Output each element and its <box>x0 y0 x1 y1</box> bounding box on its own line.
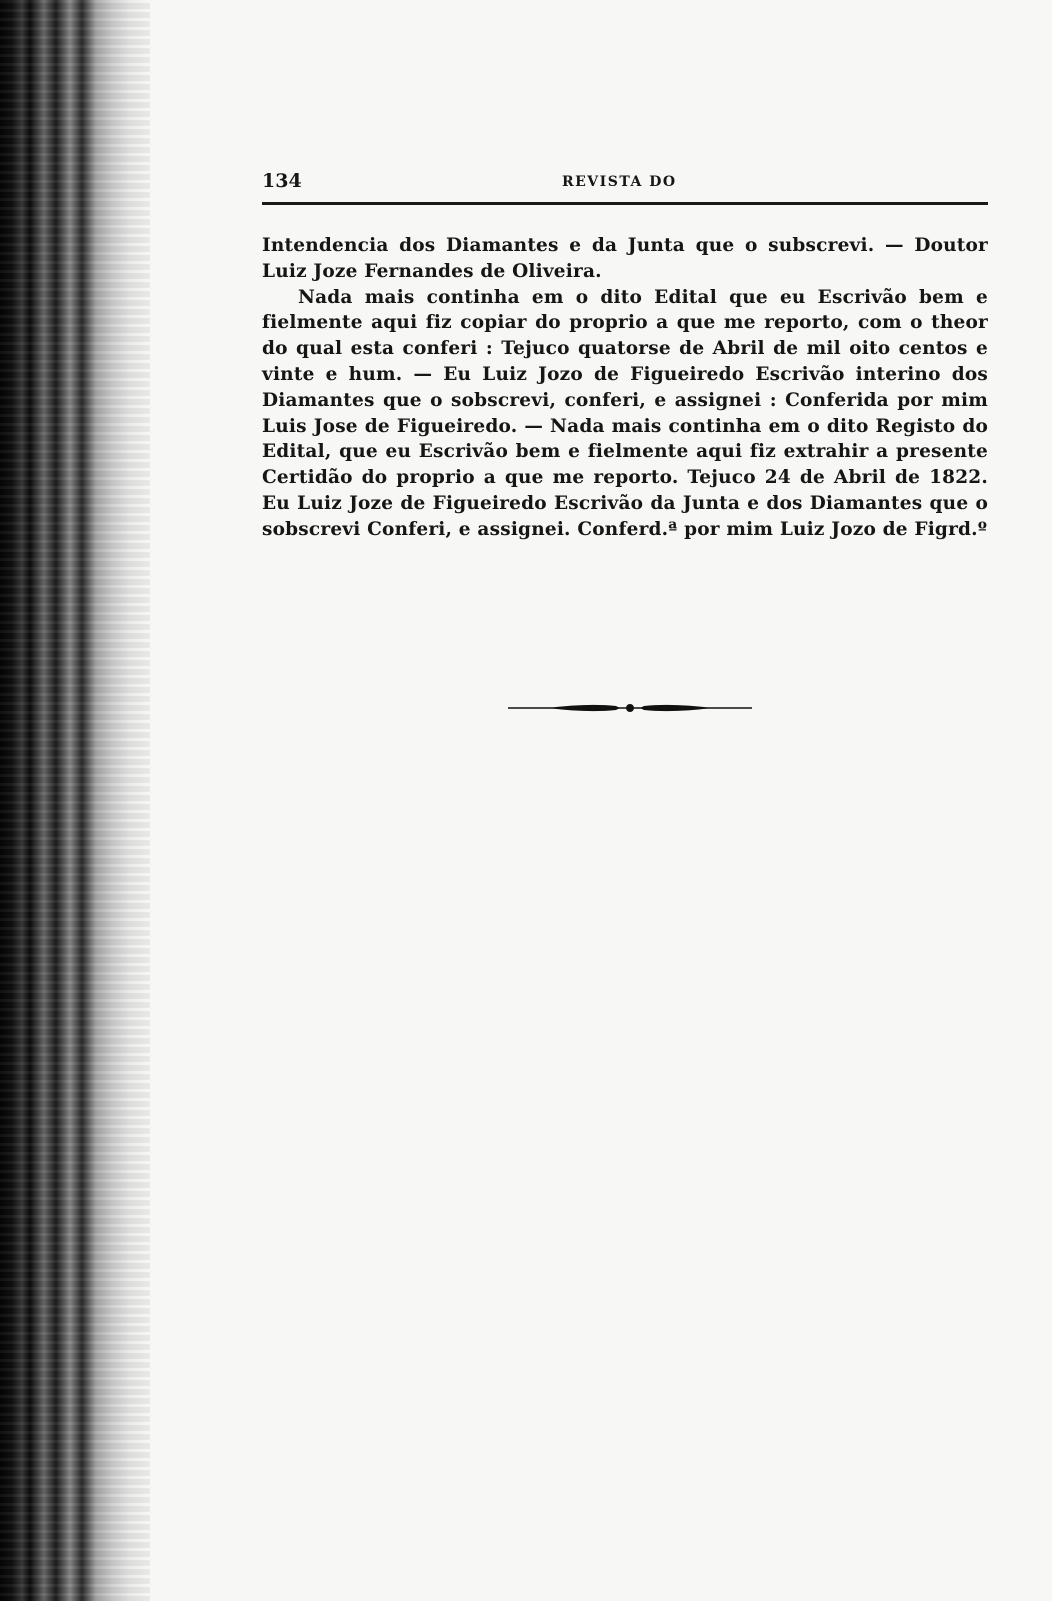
paragraph: Intendencia dos Diamantes e da Junta que o subscrevi. — Doutor Luiz Joze Fernandes de Oliveira. <box>262 235 988 282</box>
running-title: REVISTA DO <box>562 174 677 190</box>
body-text <box>262 233 988 543</box>
paragraph: Nada mais continha em o dito Edital que eu Escrivão bem e fielmente aqui fiz copiar do proprio a que me reporto, com o theor do qual esta conferi : Tejuco quatorse de Abril de mil oito centos e vinte e hum. — Eu Luiz Jozo de Figueiredo Escrivão interino dos Diamantes que o sobscrevi, conferi, e assignei : Conferida por mim Luis Jose de Figueiredo. — Nada mais continha em o dito Registo do Edital, que eu Escrivão bem e fielmente aqui fiz extrahir a presente Certidão do proprio a que me reporto. Tejuco 24 de Abril de 1822. Eu Luiz Joze de Figueiredo Escrivão da Junta e dos Diamantes que o sobscrevi Conferi, e assignei. Conferd.ª por mim Luiz Jozo de Figrd.º <box>262 286 988 540</box>
page-number: 134 <box>262 170 302 192</box>
page-header <box>262 170 988 198</box>
header-rule <box>262 202 988 205</box>
book-binding-edge <box>0 0 150 1601</box>
fleuron-rule-icon <box>508 700 752 716</box>
